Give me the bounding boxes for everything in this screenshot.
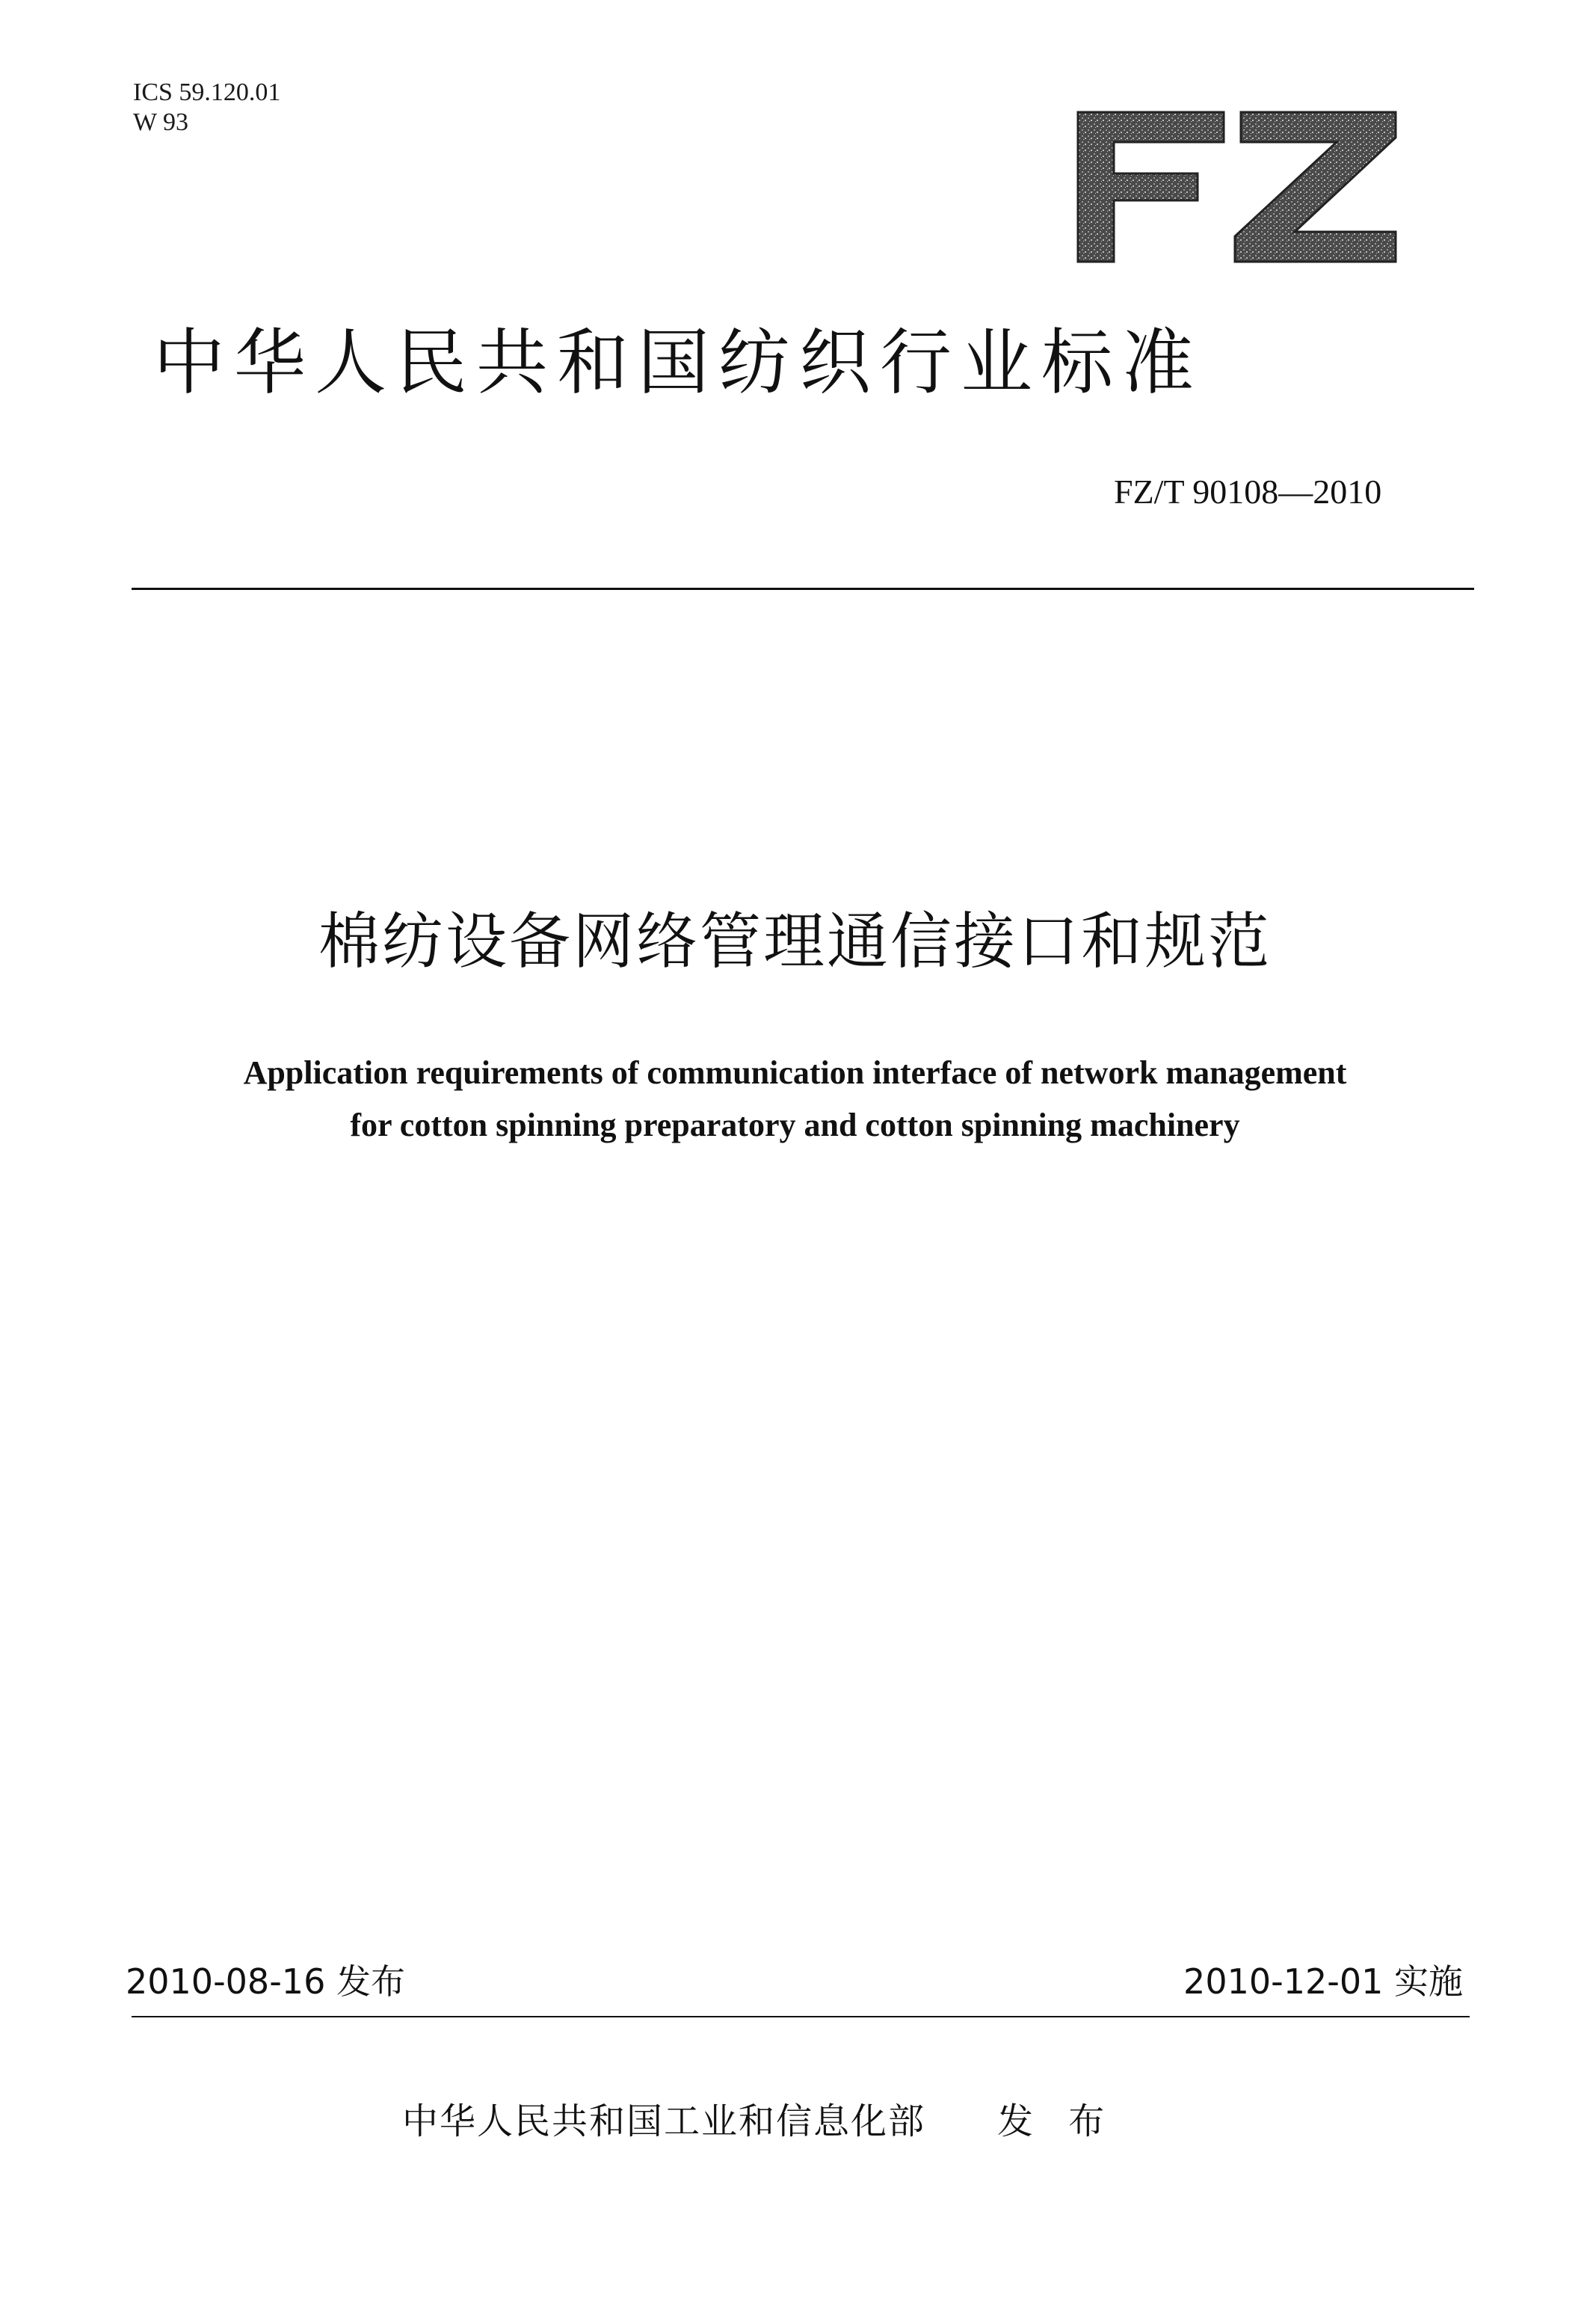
logo-letter-z	[1235, 112, 1396, 262]
fz-logo	[1063, 105, 1407, 269]
english-title-line-2: for cotton spinning preparatory and cotton spinning machinery	[350, 1107, 1240, 1143]
implementation-date: 2010-12-01 实施	[1183, 1961, 1463, 2002]
bottom-divider	[132, 2016, 1470, 2017]
ics-code: ICS 59.120.01	[133, 79, 281, 106]
logo-letter-f	[1078, 112, 1224, 262]
top-divider	[132, 588, 1474, 590]
class-code: W 93	[133, 108, 188, 136]
publisher-verb: 发 布	[997, 2100, 1117, 2142]
publisher-line	[402, 2097, 1116, 2145]
standard-number: FZ/T 90108—2010	[1114, 473, 1382, 511]
english-title-line-1: Application requirements of communication interface of network management	[243, 1054, 1347, 1091]
classification-codes	[133, 78, 280, 138]
release-date: 2010-08-16 发布	[126, 1961, 405, 2002]
agency-title: 中华人民共和国纺织行业标准	[153, 321, 1203, 405]
english-title	[0, 1047, 1590, 1152]
chinese-title: 棉纺设备网络管理通信接口和规范	[318, 906, 1272, 977]
publisher-name: 中华人民共和国工业和信息化部	[402, 2100, 926, 2142]
